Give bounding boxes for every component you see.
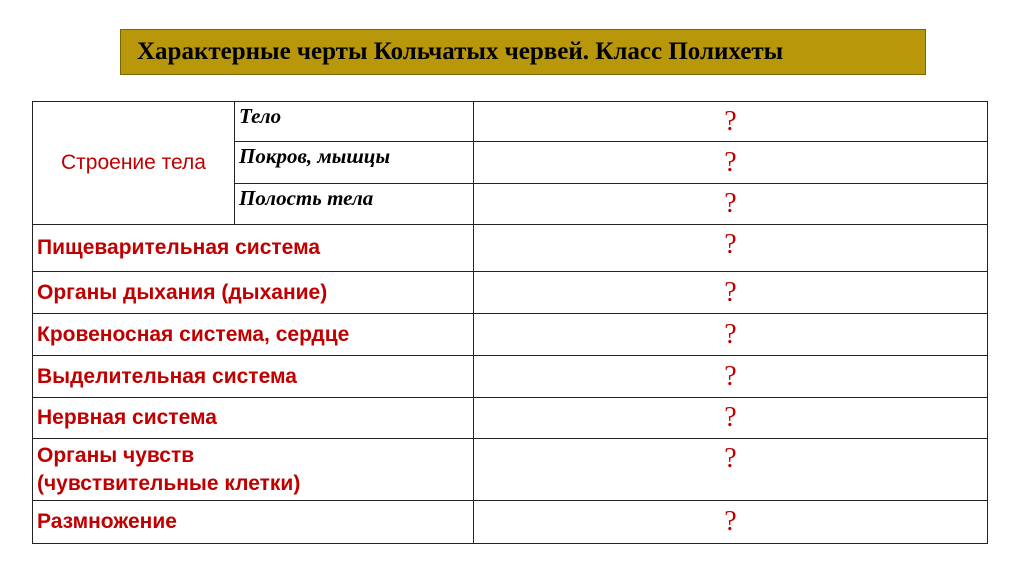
table-row <box>33 501 988 544</box>
row-label-nervous: Нервная система <box>33 398 474 439</box>
table-row <box>33 356 988 398</box>
row-label-digestive: Пищеварительная система <box>33 225 474 272</box>
row-label-reproduction: Размножение <box>33 501 474 544</box>
row-label-excretory: Выделительная система <box>33 356 474 398</box>
sub-label-cover-muscles: Покров, мышцы <box>235 142 474 184</box>
table-row <box>33 102 988 142</box>
table-row <box>33 398 988 439</box>
characteristics-table <box>32 101 988 544</box>
answer-cell[interactable]: ? <box>474 501 988 544</box>
answer-cell[interactable]: ? <box>474 142 988 184</box>
answer-cell[interactable]: ? <box>474 272 988 314</box>
answer-cell[interactable]: ? <box>474 314 988 356</box>
sense-organs-line2: (чувствительные клетки) <box>37 471 301 495</box>
table-row <box>33 314 988 356</box>
sub-label-body-cavity: Полость тела <box>235 184 474 225</box>
title-banner <box>120 29 926 75</box>
table-row <box>33 272 988 314</box>
table-row <box>33 439 988 501</box>
answer-cell[interactable]: ? <box>474 356 988 398</box>
answer-cell[interactable]: ? <box>474 102 988 142</box>
answer-cell[interactable]: ? <box>474 439 988 501</box>
table-row <box>33 225 988 272</box>
row-label-respiratory: Органы дыхания (дыхание) <box>33 272 474 314</box>
answer-cell[interactable]: ? <box>474 398 988 439</box>
page-title: Характерные черты Кольчатых червей. Класс Полихеты <box>137 38 784 65</box>
answer-cell[interactable]: ? <box>474 184 988 225</box>
answer-cell[interactable]: ? <box>474 225 988 272</box>
sub-label-body: Тело <box>235 102 474 142</box>
row-label-circulatory: Кровеносная система, сердце <box>33 314 474 356</box>
row-label-sense-organs <box>33 439 474 501</box>
body-structure-label: Строение тела <box>33 102 235 225</box>
sense-organs-line1: Органы чувств <box>37 443 195 467</box>
